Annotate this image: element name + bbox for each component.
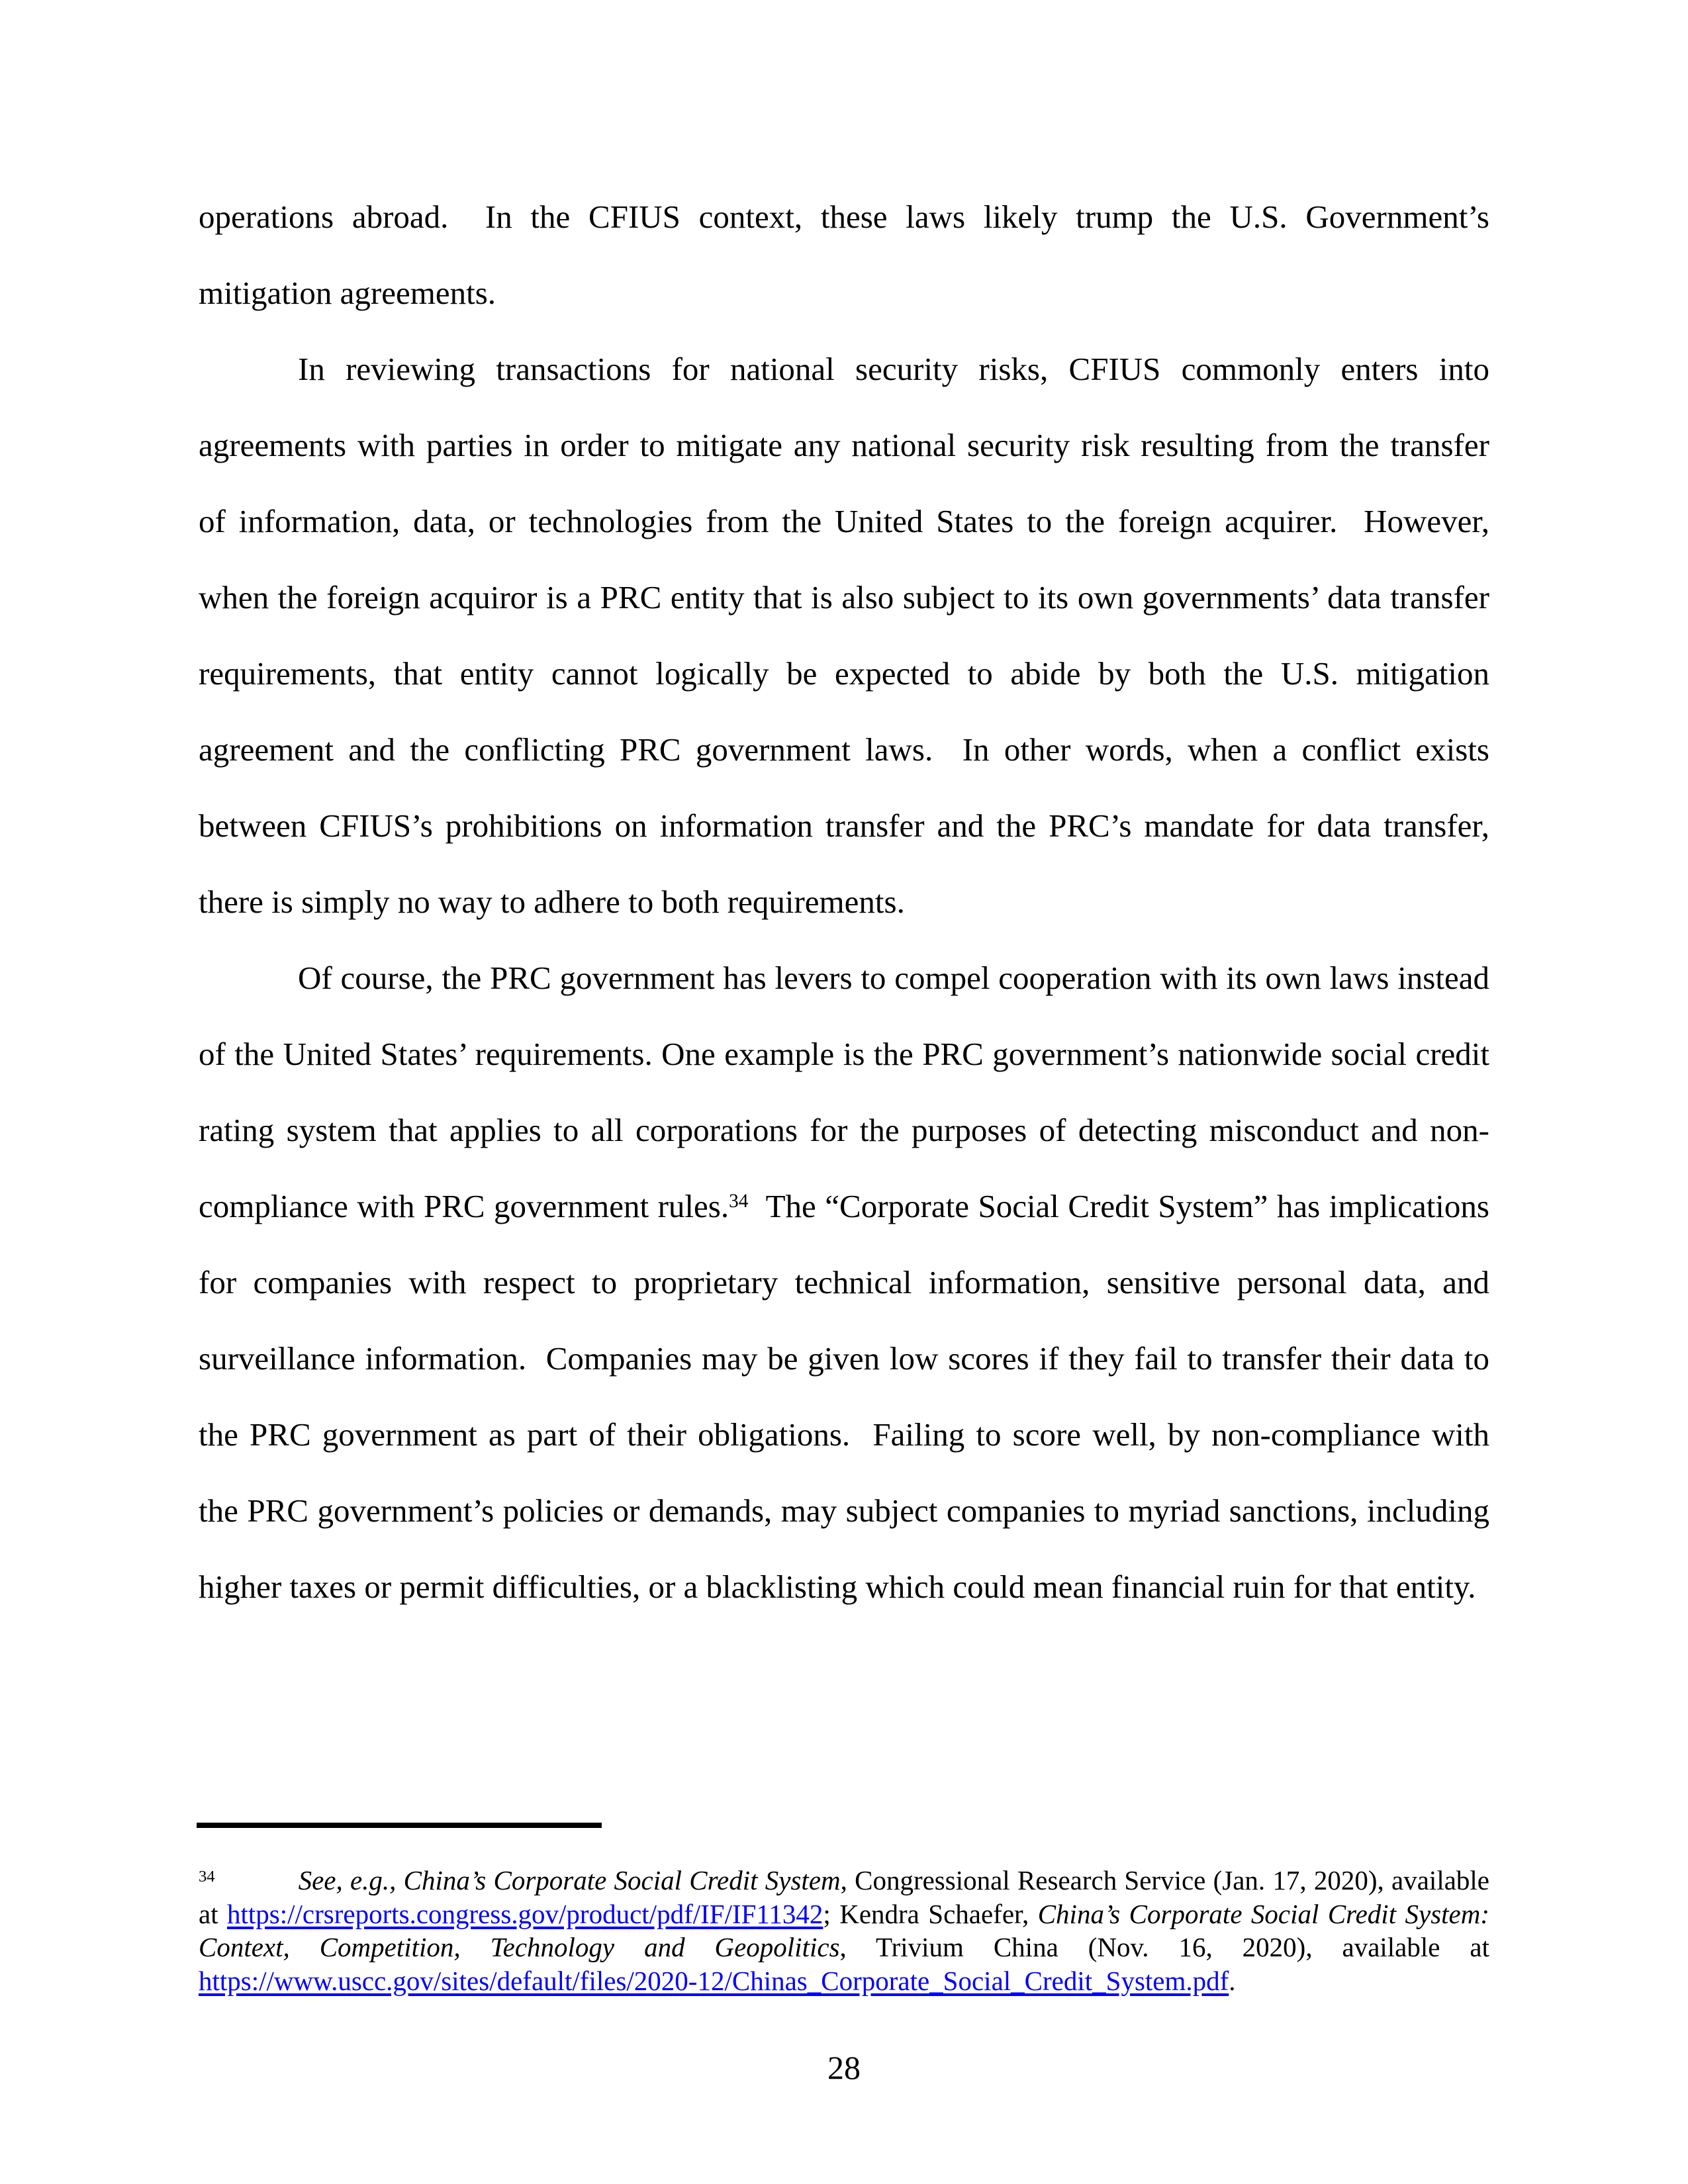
footnote-line — [199, 1931, 1489, 1964]
body-line — [199, 179, 1489, 255]
footnote-link[interactable]: https://crsreports.congress.gov/product/pdf/IF/IF11342 — [227, 1898, 823, 1929]
footnote-link[interactable]: https://www.uscc.gov/sites/default/files/2020-12/Chinas_Corporate_Social_Credit_System.pdf — [199, 1965, 1229, 1996]
text-segment-italic: See, e.g., China’s Corporate Social Credit System — [298, 1865, 841, 1895]
text-segment: there is simply no way to adhere to both requirements. — [199, 884, 905, 920]
text-segment: In reviewing transactions for national security risks, CFIUS commonly enters into — [298, 351, 1489, 387]
body-line — [199, 559, 1489, 635]
paragraph — [199, 179, 1489, 331]
footnote-line — [199, 1964, 1489, 1998]
text-segment: the PRC government’s policies or demands, may subject companies to myriad sanctions, including — [199, 1492, 1489, 1529]
text-segment: requirements, that entity cannot logically be expected to abide by both the U.S. mitigation — [199, 655, 1489, 692]
body-line — [199, 864, 1489, 940]
text-segment: at — [199, 1898, 228, 1929]
body-line — [199, 1168, 1489, 1244]
footnote-separator — [197, 1823, 602, 1828]
body-line — [199, 483, 1489, 559]
footnote-line — [199, 1897, 1489, 1931]
footnote — [199, 1864, 1489, 1997]
body-text — [199, 179, 1489, 1625]
text-segment: mitigation agreements. — [199, 275, 496, 311]
body-line — [199, 1244, 1489, 1320]
text-segment: higher taxes or permit difficulties, or a blacklisting which could mean financial ruin for that entity. — [199, 1569, 1476, 1605]
text-segment: between CFIUS’s prohibitions on information transfer and the PRC’s mandate for data transfer, — [199, 807, 1489, 844]
text-segment: surveillance information. Companies may be given low scores if they fail to transfer their data to — [199, 1340, 1489, 1377]
text-segment: compliance with PRC government rules. — [199, 1188, 729, 1224]
text-segment: agreements with parties in order to mitigate any national security risk resulting from the transfer — [199, 427, 1489, 463]
body-line — [199, 1549, 1489, 1625]
body-line — [199, 711, 1489, 788]
body-line — [199, 635, 1489, 711]
body-line — [199, 1320, 1489, 1396]
text-segment: , Trivium China (Nov. 16, 2020), available at — [839, 1932, 1489, 1962]
footnote-reference: 34 — [729, 1191, 749, 1212]
body-line — [199, 788, 1489, 864]
body-line — [199, 1473, 1489, 1549]
text-segment: for companies with respect to proprietary technical information, sensitive personal data, and — [199, 1264, 1489, 1300]
page-number: 28 — [827, 2049, 861, 2086]
text-segment: The “Corporate Social Credit System” has implications — [748, 1188, 1489, 1224]
body-line — [199, 407, 1489, 483]
text-segment-italic: China’s Corporate Social Credit System: — [1037, 1898, 1490, 1929]
text-segment: when the foreign acquiror is a PRC entity that is also subject to its own governments’ data transfer — [199, 579, 1489, 615]
footnote-marker: 34 — [199, 1867, 215, 1886]
text-segment: operations abroad. In the CFIUS context, these laws likely trump the U.S. Government’s — [199, 199, 1489, 235]
body-line — [199, 331, 1489, 407]
text-segment: of information, data, or technologies from the United States to the foreign acquirer. However, — [199, 503, 1489, 539]
text-segment: , Congressional Research Service (Jan. 17, 2020), available — [840, 1865, 1489, 1895]
page-footer — [0, 2049, 1688, 2086]
text-segment: agreement and the conflicting PRC government laws. In other words, when a conflict exists — [199, 731, 1489, 768]
text-segment: Of course, the PRC government has levers to compel cooperation with its own laws instead — [298, 960, 1489, 996]
paragraph — [199, 331, 1489, 940]
text-segment: of the United States’ requirements. One example is the PRC government’s nationwide social credit — [199, 1036, 1489, 1072]
text-segment-italic: Context, Competition, Technology and Geopolitics — [199, 1932, 840, 1962]
paragraph — [199, 940, 1489, 1625]
body-line — [199, 255, 1489, 331]
text-segment: ; Kendra Schaefer, — [823, 1898, 1038, 1929]
body-line — [199, 940, 1489, 1016]
body-line — [199, 1016, 1489, 1092]
text-segment: rating system that applies to all corporations for the purposes of detecting misconduct and non- — [199, 1112, 1489, 1148]
text-segment: the PRC government as part of their obligations. Failing to score well, by non-compliance with — [199, 1416, 1489, 1453]
text-segment: . — [1229, 1965, 1236, 1996]
footnote-line — [199, 1864, 1489, 1897]
body-line — [199, 1396, 1489, 1473]
body-line — [199, 1092, 1489, 1168]
